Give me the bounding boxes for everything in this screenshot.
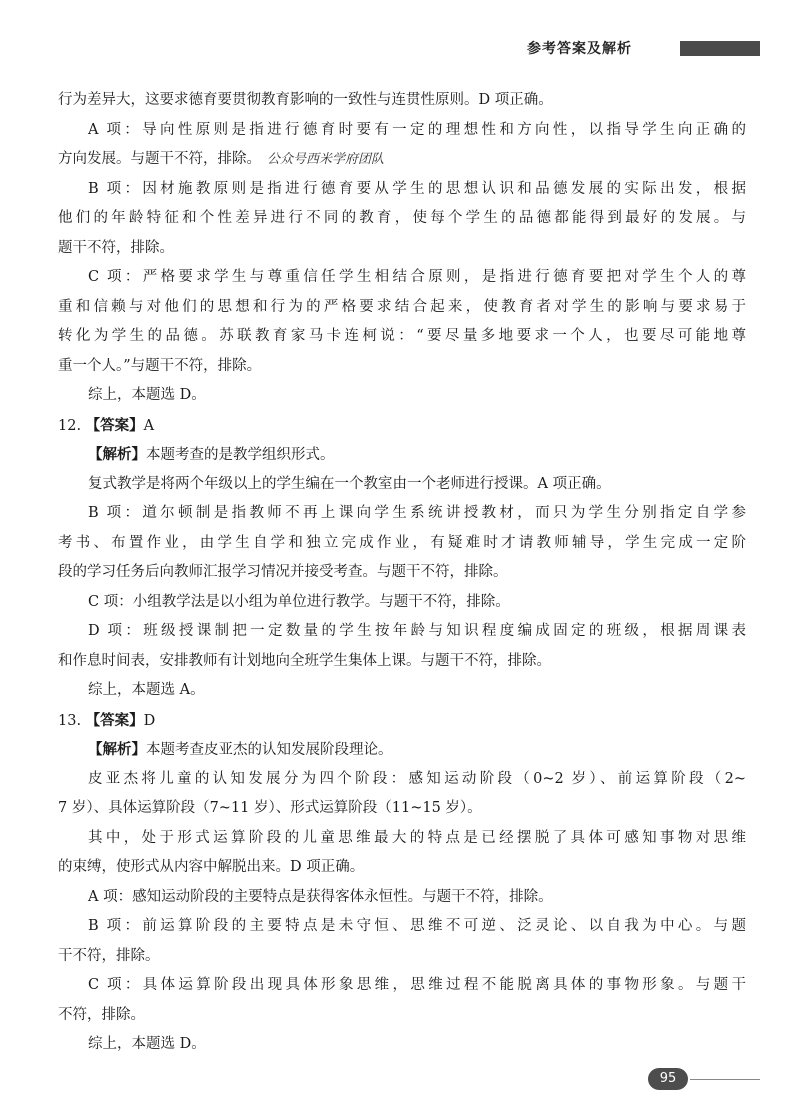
text-line: 重一个人。”与题干不符，排除。 (58, 357, 262, 374)
text-line: C 项：具体运算阶段出现具体形象思维，思维过程不能脱离具体的事物形象。与题干 (88, 977, 746, 993)
answer-label: 【答案】 (85, 711, 144, 729)
text-line: 7 岁）、具体运算阶段（7~11 岁）、形式运算阶段（11~15 岁）。 (58, 800, 482, 816)
text-line: 方向发展。与题干不符，排除。 公众号西米学府团队 (58, 151, 385, 167)
text-line: 行为差异大，这要求德育要贯彻教育影响的一致性与连贯性原则。D 项正确。 (58, 92, 553, 108)
text-line: 考书、布置作业，由学生自学和独立完成作业，有疑难时才请教师辅导，学生完成一定阶 (58, 534, 746, 551)
text-line: 【解析】本题考查皮亚杰的认知发展阶段理论。 (88, 741, 393, 758)
text-line: 【解析】本题考查的是教学组织形式。 (88, 446, 335, 463)
header-bar (680, 41, 760, 56)
text-line: 段的学习任务后向教师汇报学习情况并接受考查。与题干不符，排除。 (58, 564, 508, 580)
text-line: A 项：导向性原则是指进行德育时要有一定的理想性和方向性，以指导学生向正确的 (88, 121, 746, 138)
footer-rule (690, 1079, 760, 1080)
text-line: D 项：班级授课制把一定数量的学生按年龄与知识程度编成固定的班级，根据周课表 (88, 623, 746, 639)
answer-value: D (143, 712, 156, 729)
page-number: 95 (648, 1068, 688, 1090)
text-line: 和作息时间表，安排教师有计划地向全班学生集体上课。与题干不符，排除。 (58, 652, 551, 669)
text-line: 题干不符，排除。 (58, 239, 174, 256)
answer-heading-12: 12. 【答案】A (58, 416, 155, 434)
text-line: B 项：前运算阶段的主要特点是未守恒、思维不可逆、泛灵论、以自我为中心。与题 (88, 918, 746, 934)
analysis-label: 【解析】 (88, 446, 146, 463)
text-line: 不符，排除。 (58, 1006, 145, 1023)
text-line: 转化为学生的品德。苏联教育家马卡连柯说：“要尽量多地要求一个人，也要尽可能地尊 (58, 328, 746, 344)
answer-heading-13: 13. 【答案】D (58, 711, 156, 729)
text-line: B 项：因材施教原则是指进行德育要从学生的思想认识和品德发展的实际出发，根据 (88, 180, 746, 197)
answer-label: 【答案】 (85, 416, 144, 434)
text-line: 干不符，排除。 (58, 947, 160, 964)
text-line: 综上，本题选 A。 (88, 682, 205, 698)
page-content (58, 86, 746, 1060)
text-line: 复式教学是将两个年级以上的学生编在一个教室由一个老师进行授课。A 项正确。 (88, 475, 611, 492)
text-line: B 项：道尔顿制是指教师不再上课向学生系统讲授教材，而只为学生分别指定自学参 (88, 505, 746, 521)
text-line: A 项：感知运动阶段的主要特点是获得客体永恒性。与题干不符，排除。 (88, 888, 553, 905)
text-line: C 项：小组教学法是以小组为单位进行教学。与题干不符，排除。 (88, 593, 510, 610)
text-line: 综上，本题选 D。 (88, 387, 206, 403)
answer-value: A (143, 417, 155, 434)
text-line: 重和信赖与对他们的思想和行为的严格要求结合起来，使教育者对学生的影响与要求易于 (58, 298, 746, 315)
handwritten-note: 公众号西米学府团队 (267, 152, 385, 167)
text-line: C 项：严格要求学生与尊重信任学生相结合原则，是指进行德育要把对学生个人的尊 (88, 269, 746, 285)
section-title: 参考答案及解析 (527, 41, 632, 57)
text-line: 他们的年龄特征和个性差异进行不同的教育，使每个学生的品德都能得到最好的发展。与 (58, 210, 746, 226)
text-line: 其中，处于形式运算阶段的儿童思维最大的特点是已经摆脱了具体可感知事物对思维 (88, 829, 746, 846)
text-line: 皮亚杰将儿童的认知发展分为四个阶段：感知运动阶段（0~2 岁）、前运算阶段（2~ (88, 770, 746, 787)
analysis-label: 【解析】 (88, 741, 146, 758)
text-line: 的束缚，使形式从内容中解脱出来。D 项正确。 (58, 859, 365, 875)
text-line: 综上，本题选 D。 (88, 1036, 206, 1052)
